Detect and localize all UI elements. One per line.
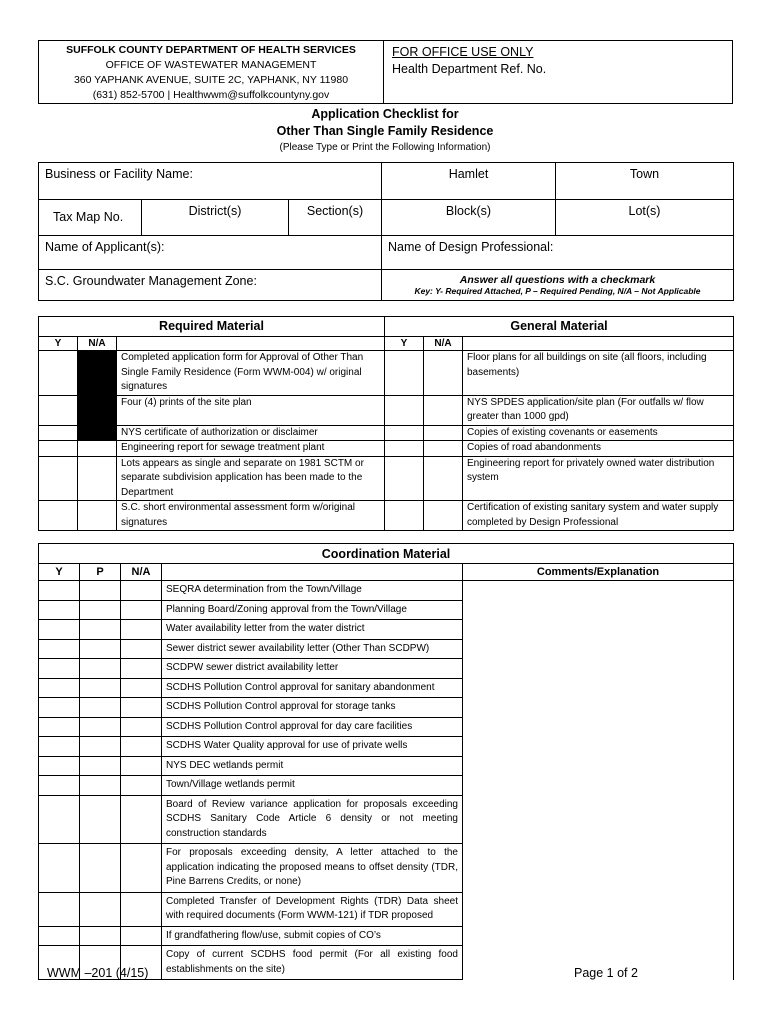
general-item: NYS SPDES application/site plan (For outfalls w/ flow greater than 1000 gpd) — [463, 395, 734, 425]
coord-check-p[interactable] — [80, 892, 121, 926]
general-check-y[interactable] — [385, 395, 424, 425]
block-field[interactable]: Block(s) — [382, 200, 556, 236]
coord-col-comments: Comments/Explanation — [463, 564, 734, 581]
header-box — [38, 40, 733, 104]
instructions-cell — [382, 270, 734, 301]
general-item: Copies of road abandonments — [463, 441, 734, 457]
general-check-na[interactable] — [424, 441, 463, 457]
general-check-y[interactable] — [385, 351, 424, 396]
tax-map-label — [39, 200, 142, 236]
section-field[interactable]: Section(s) — [289, 200, 382, 236]
coord-check-y[interactable] — [39, 776, 80, 796]
general-heading: General Material — [385, 317, 734, 337]
coord-item: If grandfathering flow/use, submit copies of CO’s — [162, 926, 463, 946]
required-item: Completed application form for Approval of Other Than Single Family Residence (Form WWM-004) w/ original signatures — [117, 351, 385, 396]
general-item: Copies of existing covenants or easements — [463, 425, 734, 441]
key-note: Key: Y- Required Attached, P – Required Pending, N/A – Not Applicable — [414, 286, 701, 296]
page-title-line1: Application Checklist for — [311, 107, 459, 121]
coord-item: For proposals exceeding density, A letter attached to the application indicating the proposed means to offset density (TDR, Pine Barrens Credits, or none) — [162, 844, 463, 893]
coord-item: Board of Review variance application for proposals exceeding SCDHS Sanitary Code Article 6 density or not meeting construction standards — [162, 795, 463, 844]
coord-check-p[interactable] — [80, 776, 121, 796]
form-number: WWM –201 (4/15) — [47, 966, 149, 980]
address: 360 YAPHANK AVENUE, SUITE 2C, YAPHANK, NY 11980 — [73, 74, 349, 86]
required-item: NYS certificate of authorization or disclaimer — [117, 425, 385, 441]
coord-check-p[interactable] — [80, 639, 121, 659]
coordination-heading: Coordination Material — [39, 544, 734, 564]
coord-check-y[interactable] — [39, 620, 80, 640]
coord-check-na[interactable] — [121, 795, 162, 844]
coord-check-na[interactable] — [121, 717, 162, 737]
applicant-name-field[interactable]: Name of Applicant(s): — [39, 236, 382, 270]
coord-col-desc — [162, 564, 463, 581]
district-field[interactable]: District(s) — [142, 200, 289, 236]
coord-check-na[interactable] — [121, 776, 162, 796]
coord-item: SEQRA determination from the Town/Village — [162, 581, 463, 601]
coord-check-na[interactable] — [121, 756, 162, 776]
coord-item: Planning Board/Zoning approval from the Town/Village — [162, 600, 463, 620]
required-col-na: N/A — [78, 337, 117, 351]
page-number: Page 1 of 2 — [574, 966, 638, 980]
coord-check-y[interactable] — [39, 795, 80, 844]
required-col-y: Y — [39, 337, 78, 351]
town-field[interactable]: Town — [556, 163, 734, 200]
general-check-y[interactable] — [385, 456, 424, 501]
required-check-y[interactable] — [39, 425, 78, 441]
required-heading: Required Material — [39, 317, 385, 337]
coord-col-na: N/A — [121, 564, 162, 581]
coord-check-p[interactable] — [80, 926, 121, 946]
general-check-na[interactable] — [424, 456, 463, 501]
business-name-field[interactable]: Business or Facility Name: — [39, 163, 382, 200]
required-item: Lots appears as single and separate on 1981 SCTM or separate subdivision application has been made to the Department — [117, 456, 385, 501]
required-item: Four (4) prints of the site plan — [117, 395, 385, 425]
groundwater-zone-field[interactable]: S.C. Groundwater Management Zone: — [39, 270, 382, 301]
coord-check-y[interactable] — [39, 844, 80, 893]
general-item: Engineering report for privately owned water distribution system — [463, 456, 734, 501]
agency-block — [39, 41, 384, 104]
hamlet-field[interactable]: Hamlet — [382, 163, 556, 200]
coord-item: Completed Transfer of Development Rights (TDR) Data sheet with required documents (Form WWM-121) if TDR proposed — [162, 892, 463, 926]
applicant-info-table — [38, 162, 734, 301]
coord-col-p: P — [80, 564, 121, 581]
required-check-na[interactable] — [78, 501, 117, 531]
coord-col-y: Y — [39, 564, 80, 581]
coord-check-p[interactable] — [80, 717, 121, 737]
general-check-na[interactable] — [424, 425, 463, 441]
coord-check-p[interactable] — [80, 600, 121, 620]
coord-check-y[interactable] — [39, 581, 80, 601]
coord-check-y[interactable] — [39, 678, 80, 698]
coord-check-na[interactable] — [121, 581, 162, 601]
coord-check-y[interactable] — [39, 926, 80, 946]
tax-map-text: Tax Map No. — [53, 210, 124, 224]
coord-item: Water availability letter from the water district — [162, 620, 463, 640]
coord-item: Town/Village wetlands permit — [162, 776, 463, 796]
required-check-na-blocked — [78, 395, 117, 425]
ref-no-label: Health Department Ref. No. — [392, 62, 547, 76]
required-check-na[interactable] — [78, 456, 117, 501]
general-item: Floor plans for all buildings on site (all floors, including basements) — [463, 351, 734, 396]
general-check-na[interactable] — [424, 501, 463, 531]
required-check-y[interactable] — [39, 351, 78, 396]
required-item: Engineering report for sewage treatment plant — [117, 441, 385, 457]
coord-check-y[interactable] — [39, 600, 80, 620]
coord-check-p[interactable] — [80, 795, 121, 844]
office-name: OFFICE OF WASTEWATER MANAGEMENT — [105, 59, 317, 71]
coord-check-na[interactable] — [121, 892, 162, 926]
design-professional-field[interactable]: Name of Design Professional: — [382, 236, 734, 270]
general-check-y[interactable] — [385, 501, 424, 531]
coord-item: NYS DEC wetlands permit — [162, 756, 463, 776]
required-check-y[interactable] — [39, 395, 78, 425]
general-check-y[interactable] — [385, 425, 424, 441]
coord-check-p[interactable] — [80, 756, 121, 776]
coord-check-na[interactable] — [121, 600, 162, 620]
coord-check-na[interactable] — [121, 678, 162, 698]
required-check-y[interactable] — [39, 501, 78, 531]
contact: (631) 852-5700 | Healthwwm@suffolkcountyny.gov — [92, 89, 330, 101]
comments-area[interactable] — [463, 581, 734, 980]
coord-check-y[interactable] — [39, 698, 80, 718]
general-col-desc — [463, 337, 734, 351]
coord-check-na[interactable] — [121, 698, 162, 718]
coord-check-p[interactable] — [80, 698, 121, 718]
dept-name: SUFFOLK COUNTY DEPARTMENT OF HEALTH SERVICES — [66, 44, 356, 56]
general-check-na[interactable] — [424, 395, 463, 425]
coord-check-na[interactable] — [121, 659, 162, 679]
material-table — [38, 316, 734, 531]
coord-item: Copy of current SCDHS food permit (For all existing food establishments on the site) — [162, 946, 463, 980]
office-use-block — [384, 41, 733, 104]
required-check-y[interactable] — [39, 456, 78, 501]
coord-item: Sewer district sewer availability letter (Other Than SCDPW) — [162, 639, 463, 659]
required-check-na[interactable] — [78, 441, 117, 457]
general-check-na[interactable] — [424, 351, 463, 396]
coord-check-na[interactable] — [121, 844, 162, 893]
coord-check-y[interactable] — [39, 737, 80, 757]
coord-check-y[interactable] — [39, 756, 80, 776]
coord-item: SCDHS Water Quality approval for use of private wells — [162, 737, 463, 757]
general-item: Certification of existing sanitary system and water supply completed by Design Professional — [463, 501, 734, 531]
coord-check-p[interactable] — [80, 737, 121, 757]
coord-check-y[interactable] — [39, 639, 80, 659]
coord-item: SCDPW sewer district availability letter — [162, 659, 463, 679]
coord-check-p[interactable] — [80, 844, 121, 893]
coord-check-p[interactable] — [80, 678, 121, 698]
coord-check-y[interactable] — [39, 659, 80, 679]
coordination-table — [38, 543, 734, 980]
required-item: S.C. short environmental assessment form w/original signatures — [117, 501, 385, 531]
general-col-na: N/A — [424, 337, 463, 351]
coord-item: SCDHS Pollution Control approval for sanitary abandonment — [162, 678, 463, 698]
answer-note: Answer all questions with a checkmark — [459, 274, 656, 286]
coord-check-p[interactable] — [80, 659, 121, 679]
coord-check-na[interactable] — [121, 737, 162, 757]
lot-field[interactable]: Lot(s) — [556, 200, 734, 236]
page-subtitle: (Please Type or Print the Following Information) — [279, 142, 491, 153]
coord-check-na[interactable] — [121, 926, 162, 946]
coord-check-p[interactable] — [80, 581, 121, 601]
coord-check-p[interactable] — [80, 620, 121, 640]
coord-item: SCDHS Pollution Control approval for storage tanks — [162, 698, 463, 718]
general-col-y: Y — [385, 337, 424, 351]
coord-check-na[interactable] — [121, 620, 162, 640]
page-title-line2: Other Than Single Family Residence — [276, 124, 494, 138]
coord-check-y[interactable] — [39, 892, 80, 926]
coord-check-na[interactable] — [121, 639, 162, 659]
required-check-na-blocked — [78, 425, 117, 441]
coord-check-y[interactable] — [39, 717, 80, 737]
coord-item: SCDHS Pollution Control approval for day care facilities — [162, 717, 463, 737]
office-use-label: FOR OFFICE USE ONLY — [392, 45, 534, 59]
required-check-na-blocked — [78, 351, 117, 396]
required-col-desc — [117, 337, 385, 351]
required-check-y[interactable] — [39, 441, 78, 457]
general-check-y[interactable] — [385, 441, 424, 457]
